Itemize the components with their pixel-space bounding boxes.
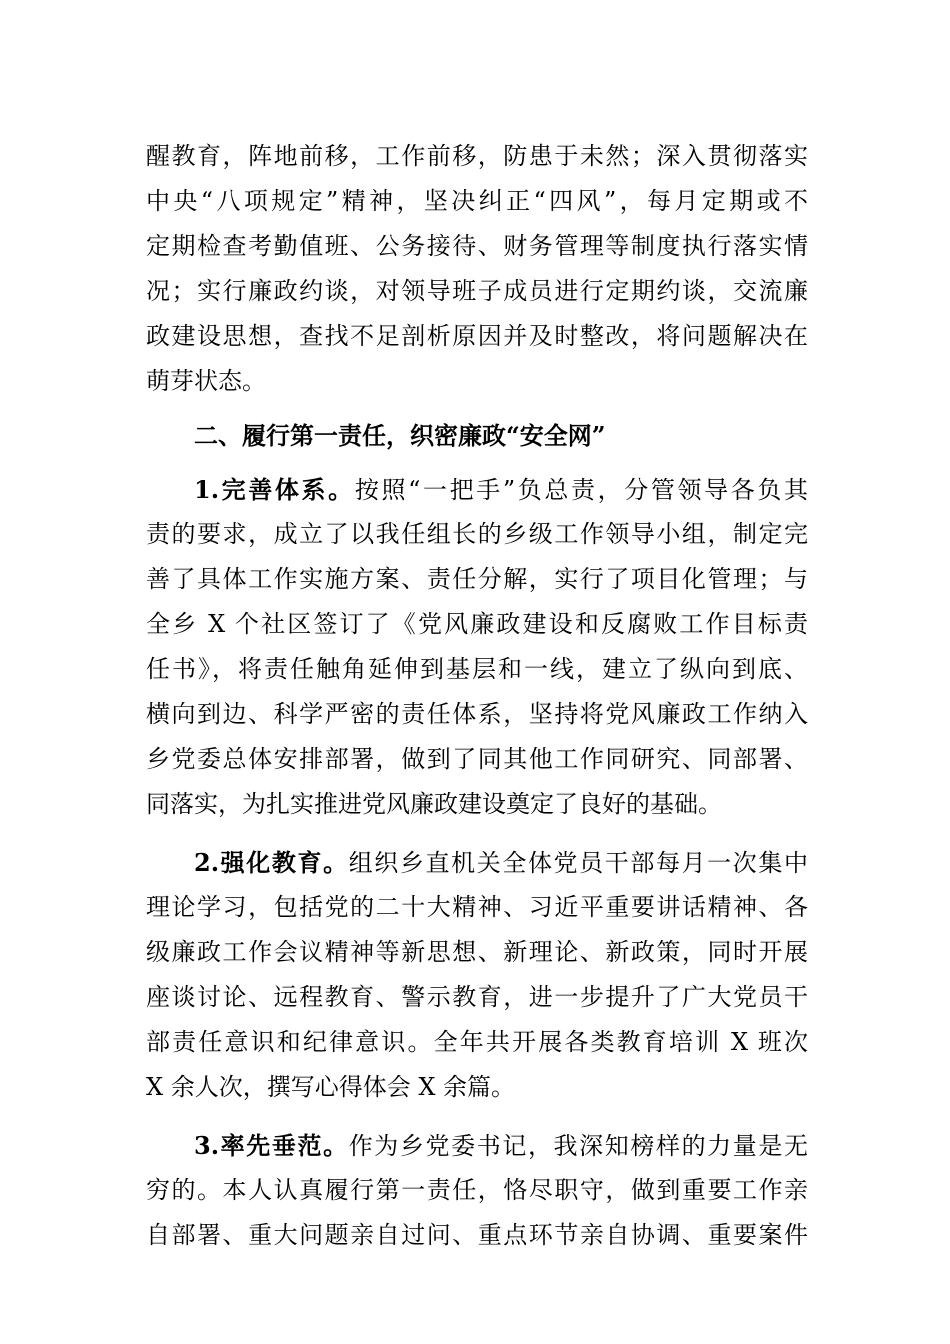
text-line: 善了具体工作实施方案、责任分解，实行了项目化管理；与: [146, 565, 808, 593]
text-line: 定期检查考勤值班、公务接待、财务管理等制度执行落实情: [146, 232, 808, 260]
text-line: 同落实，为扎实推进党风廉政建设奠定了良好的基础。: [146, 790, 722, 818]
text-line: 醒教育，阵地前移，工作前移，防患于未然；深入贯彻落实: [146, 142, 808, 170]
text-line: X 余人次，撰写心得体会 X 余篇。: [146, 1073, 516, 1101]
item-lead-text: 按照“一把手”负总责，分管领导各负其: [354, 476, 808, 504]
text-line: [146, 1123, 808, 1168]
text-line: 自部署、重大问题亲自过问、重点环节亲自协调、重要案件: [146, 1221, 808, 1249]
item-paragraph-3: [146, 1123, 808, 1258]
text-line: 座谈讨论、远程教育、警示教育，进一步提升了广大党员干: [146, 983, 808, 1011]
document-body: [146, 134, 808, 1258]
text-line: 穷的。本人认真履行第一责任，恪尽职守，做到重要工作亲: [146, 1176, 808, 1204]
item-paragraph-2: [146, 840, 808, 1110]
text-line: 任书》，将责任触角延伸到基层和一线，建立了纵向到底、: [146, 655, 808, 683]
item-lead-text: 作为乡党委书记，我深知榜样的力量是无: [348, 1132, 808, 1160]
item-lead-text: 组织乡直机关全体党员干部每月一次集中: [348, 849, 808, 877]
item-lead-title: 2.强化教育。: [194, 848, 349, 877]
text-line: [146, 840, 808, 885]
text-line: 横向到边、科学严密的责任体系，坚持将党风廉政工作纳入: [146, 700, 808, 728]
intro-paragraph: [146, 134, 808, 404]
text-line: 全乡 X 个社区签订了《党风廉政建设和反腐败工作目标责: [146, 610, 808, 638]
item-lead-title: 3.率先垂范。: [194, 1131, 349, 1160]
text-line: 况；实行廉政约谈，对领导班子成员进行定期约谈，交流廉: [146, 277, 808, 305]
text-line: 理论学习，包括党的二十大精神、习近平重要讲话精神、各: [146, 893, 808, 921]
text-line: 中央“八项规定”精神，坚决纠正“四风”，每月定期或不: [146, 187, 808, 215]
text-line: 部责任意识和纪律意识。全年共开展各类教育培训 X 班次: [146, 1028, 808, 1056]
item-lead-title: 1.完善体系。: [194, 475, 355, 504]
text-line: [146, 467, 808, 512]
text-line: 责的要求，成立了以我任组长的乡级工作领导小组，制定完: [146, 520, 808, 548]
text-line: 乡党委总体安排部署，做到了同其他工作同研究、同部署、: [146, 745, 808, 773]
text-line: 政建设思想，查找不足剖析原因并及时整改，将问题解决在: [146, 322, 808, 350]
text-line: 萌芽状态。: [146, 367, 266, 395]
section-heading: 二、履行第一责任，织密廉政“安全网”: [194, 421, 606, 450]
item-paragraph-1: [146, 467, 808, 827]
text-line: 级廉政工作会议精神等新思想、新理论、新政策，同时开展: [146, 938, 808, 966]
